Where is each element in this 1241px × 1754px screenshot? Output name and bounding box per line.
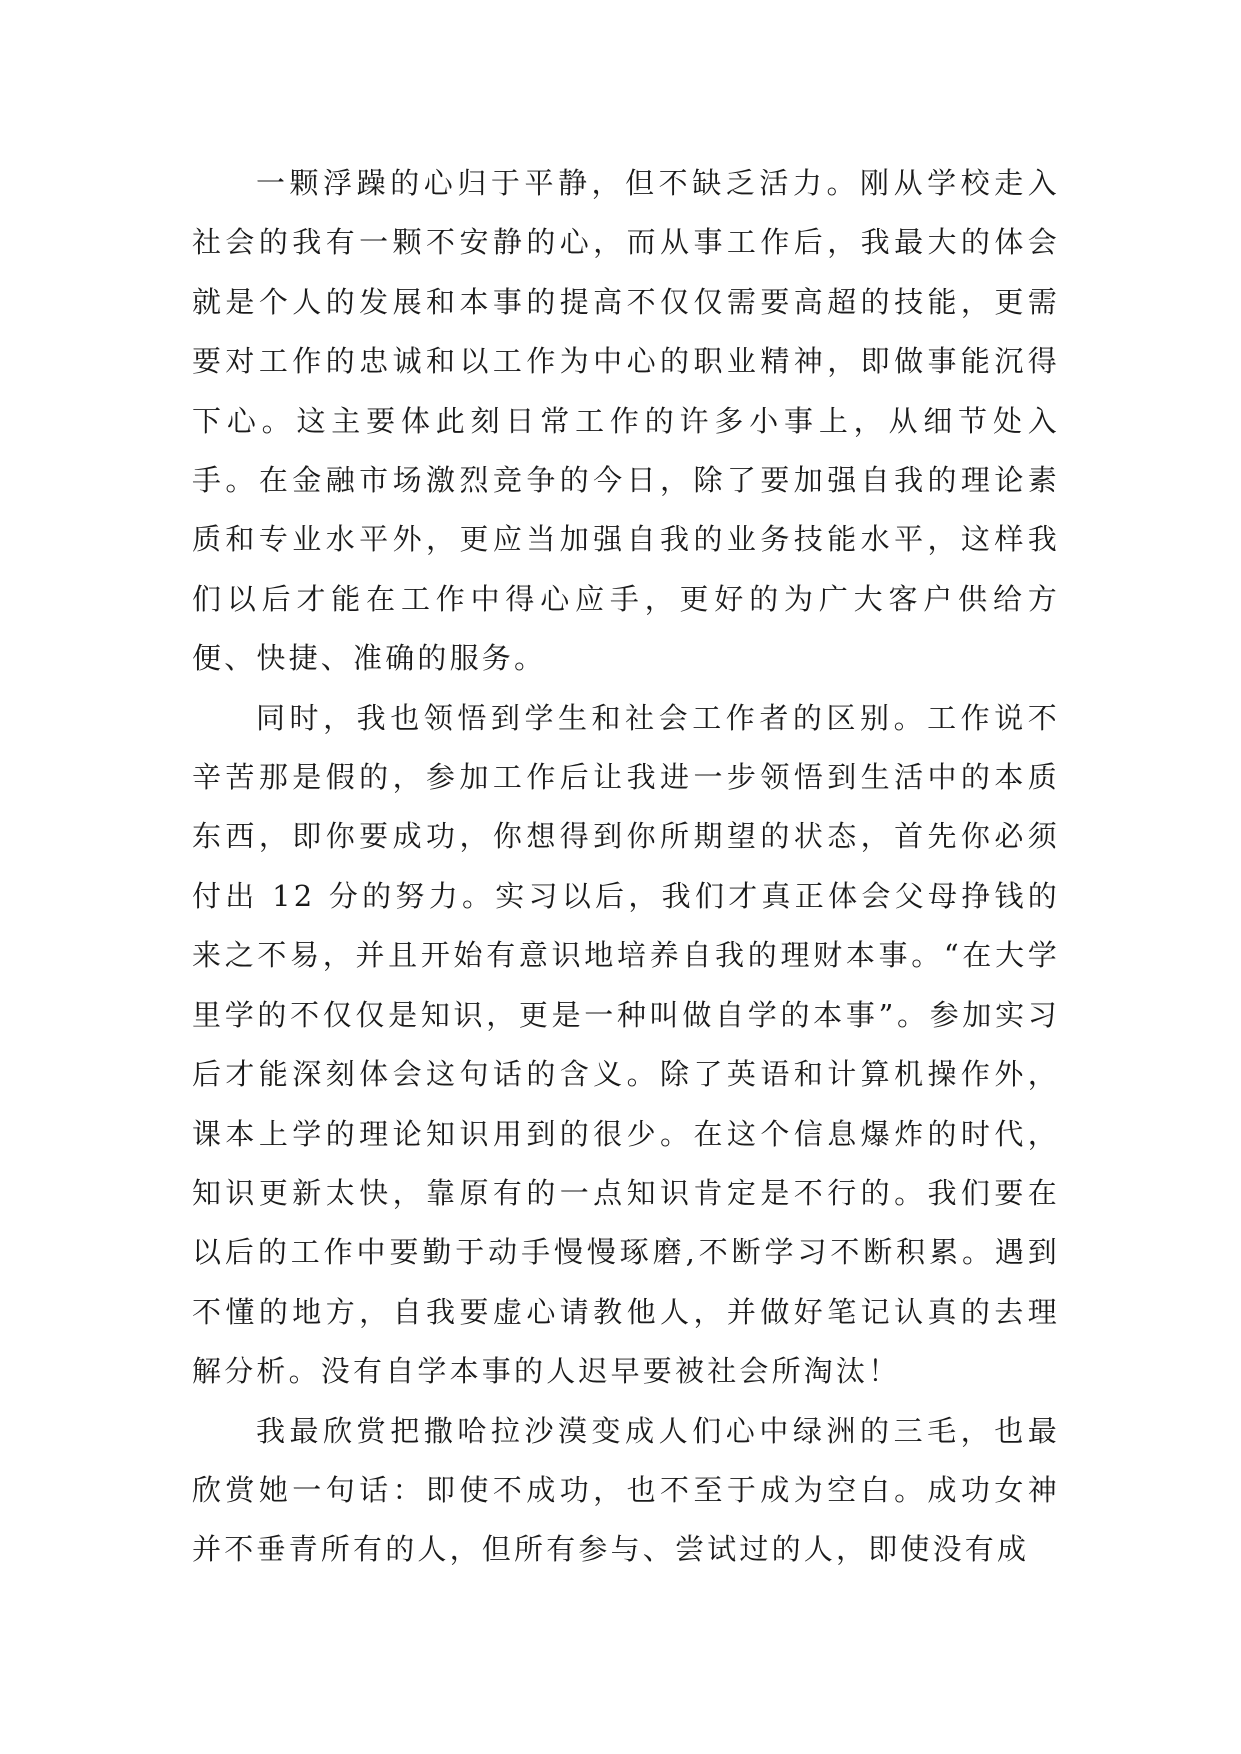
- paragraph-3: 我最欣赏把撒哈拉沙漠变成人们心中绿洲的三毛，也最欣赏她一句话：即使不成功，也不至于成为空白。成功女神并不垂青所有的人，但所有参与、尝试过的人，即使没有成: [192, 1413, 1060, 1567]
- body-text: [192, 154, 1060, 1580]
- paragraph-1: 一颗浮躁的心归于平静，但不缺乏活力。刚从学校走入社会的我有一颗不安静的心，而从事工作后，我最大的体会就是个人的发展和本事的提高不仅仅需要高超的技能，更需要对工作的忠诚和以工作为中心的职业精神，即做事能沉得下心。这主要体此刻日常工作的许多小事上，从细节处入手。在金融市场激烈竞争的今日，除了要加强自我的理论素质和专业水平外，更应当加强自我的业务技能水平，这样我们以后才能在工作中得心应手，更好的为广大客户供给方便、快捷、准确的服务。: [192, 166, 1060, 676]
- paragraph-2: 同时，我也领悟到学生和社会工作者的区别。工作说不辛苦那是假的，参加工作后让我进一步领悟到生活中的本质东西，即你要成功，你想得到你所期望的状态，首先你必须付出 12 分的努力。实习以后，我们才真正体会父母挣钱的来之不易，并且开始有意识地培养自我的理财本事。“在大学里学的不仅仅是知识，更是一种叫做自学的本事”。参加实习后才能深刻体会这句话的含义。除了英语和计算机操作外，课本上学的理论知识用到的很少。在这个信息爆炸的时代，知识更新太快，靠原有的一点知识肯定是不行的。我们要在以后的工作中要勤于动手慢慢琢磨,不断学习不断积累。遇到不懂的地方，自我要虚心请教他人，并做好笔记认真的去理解分析。没有自学本事的人迟早要被社会所淘汰！: [192, 700, 1060, 1389]
